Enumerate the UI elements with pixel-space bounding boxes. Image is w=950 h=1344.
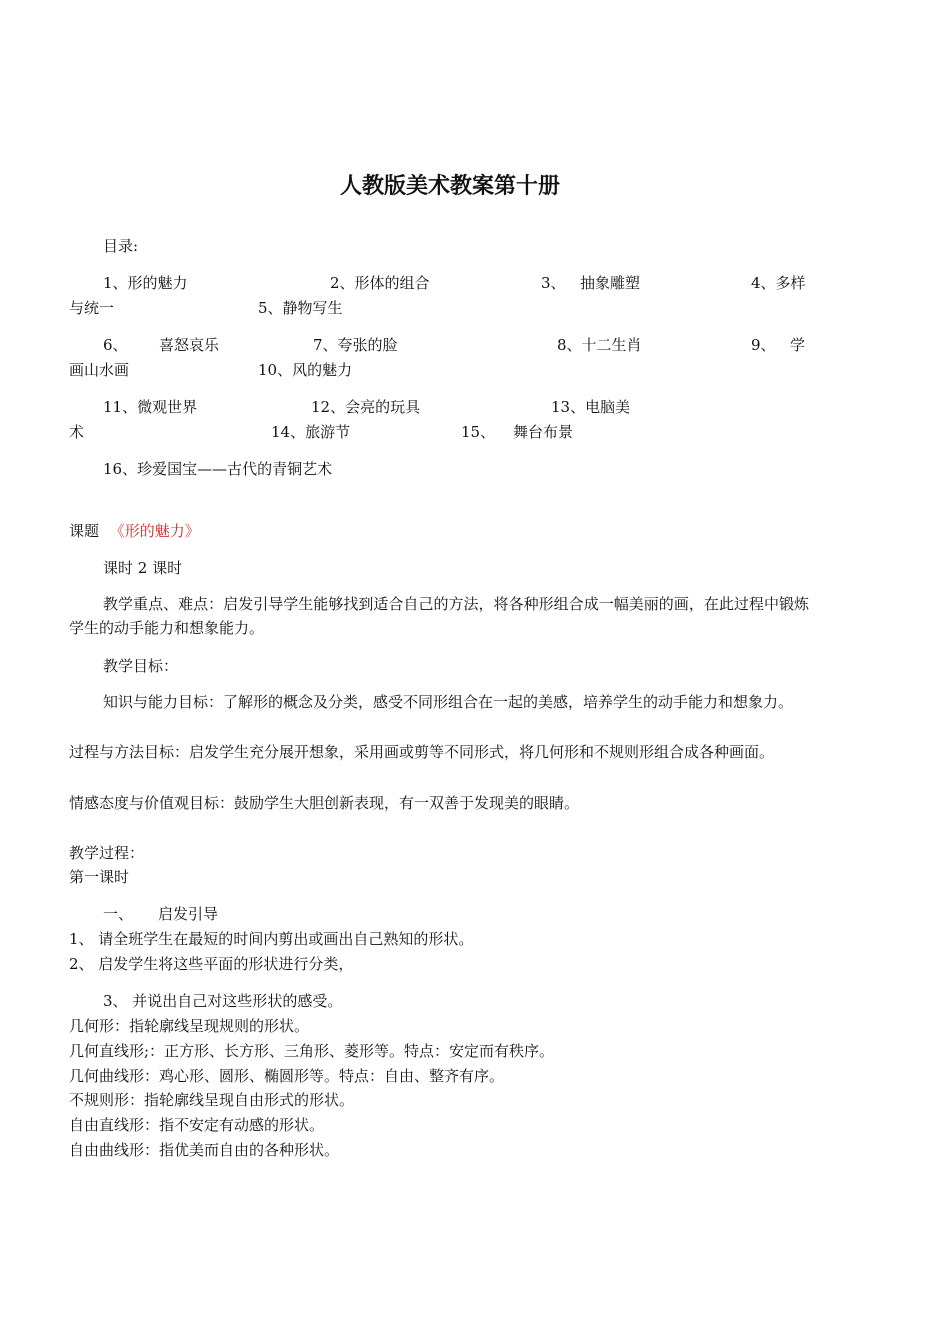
definition-irregular: 不规则形：指轮廓线呈现自由形式的形状。 [69, 1091, 355, 1109]
toc-item-5: 5、静物写生 [258, 299, 343, 317]
toc-item-15-num: 15、 [461, 423, 496, 441]
toc-label: 目录: [103, 237, 139, 255]
toc-item-6-text: 喜怒哀乐 [159, 336, 220, 354]
key-points: 教学重点、难点：启发引导学生能够找到适合自己的方法，将各种形组合成一幅美丽的画，在此过程中锻炼学生的动手能力和想象能力。 [69, 595, 809, 637]
toc-item-10: 10、风的魅力 [258, 361, 353, 379]
toc-item-9-num: 9、 [751, 336, 776, 354]
definition-free-straight: 自由直线形：指不安定有动感的形状。 [69, 1116, 325, 1134]
goal-knowledge: 知识与能力目标：了解形的概念及分类，感受不同形组合在一起的美感，培养学生的动手能力和想象力。 [103, 693, 794, 711]
definition-geometric-straight: 几何直线形;：正方形、长方形、三角形、菱形等。特点：安定而有秩序。 [69, 1042, 555, 1060]
toc-item-2: 2、形体的组合 [330, 274, 430, 292]
class-hours: 课时 2 课时 [103, 559, 183, 577]
toc-item-13-part1: 13、电脑美 [551, 398, 631, 416]
definition-free-curved: 自由曲线形：指优美而自由的各种形状。 [69, 1141, 340, 1159]
toc-item-7: 7、夸张的脸 [313, 336, 398, 354]
toc-item-16: 16、珍爱国宝——古代的青铜艺术 [103, 460, 333, 478]
period-1: 第一课时 [69, 868, 130, 886]
toc-item-4-part2: 与统一 [69, 299, 115, 317]
toc-item-4-part1: 4、多样 [751, 274, 806, 292]
toc-item-9-part1: 学 [790, 336, 806, 354]
step-3: 3、 并说出自己对这些形状的感受。 [103, 992, 343, 1010]
definition-geometric-curved: 几何曲线形：鸡心形、圆形、椭圆形等。特点：自由、整齐有序。 [69, 1067, 505, 1085]
process-label: 教学过程： [69, 844, 145, 862]
toc-item-3-text: 抽象雕塑 [580, 274, 641, 292]
section-1-title: 启发引导 [158, 905, 219, 923]
topic-label: 课题 [69, 522, 100, 540]
topic-value: 《形的魅力》 [109, 522, 200, 540]
definition-geometric: 几何形：指轮廓线呈现规则的形状。 [69, 1017, 310, 1035]
toc-item-13-part2: 术 [69, 423, 85, 441]
toc-item-8: 8、十二生肖 [557, 336, 642, 354]
topic-line [69, 521, 200, 541]
goals-label: 教学目标： [103, 657, 179, 675]
toc-item-11: 11、微观世界 [103, 398, 198, 416]
toc-item-3-num: 3、 [541, 274, 566, 292]
document-title: 人教版美术教案第十册 [339, 174, 560, 199]
goal-process: 过程与方法目标：启发学生充分展开想象，采用画或剪等不同形式，将几何形和不规则形组合成各种画面。 [69, 743, 775, 761]
goal-attitude: 情感态度与价值观目标：鼓励学生大胆创新表现，有一双善于发现美的眼睛。 [69, 794, 580, 812]
section-1-number: 一、 [103, 905, 134, 923]
step-2: 2、 启发学生将这些平面的形状进行分类， [69, 955, 354, 973]
toc-item-14: 14、旅游节 [271, 423, 351, 441]
toc-item-9-part2: 画山水画 [69, 361, 130, 379]
toc-item-6-num: 6、 [103, 336, 128, 354]
toc-item-12: 12、会亮的玩具 [311, 398, 421, 416]
step-1: 1、 请全班学生在最短的时间内剪出或画出自己熟知的形状。 [69, 930, 474, 948]
toc-item-15-text: 舞台布景 [513, 423, 574, 441]
toc-item-1: 1、形的魅力 [103, 274, 188, 292]
